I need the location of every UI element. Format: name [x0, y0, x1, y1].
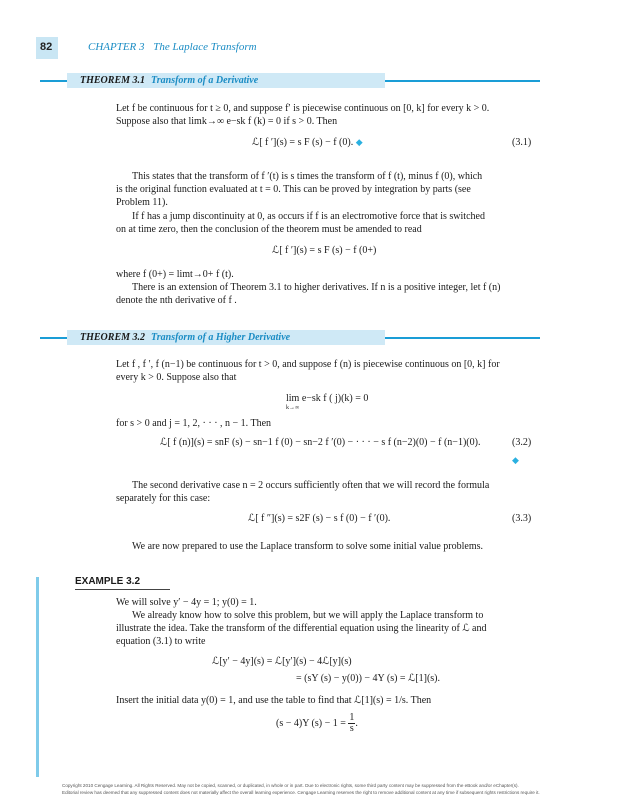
- theorem-3-1-heading: THEOREM 3.1 Transform of a Derivative: [80, 75, 259, 86]
- theorem-3-2-heading: THEOREM 3.2 Transform of a Higher Derivative: [80, 332, 291, 343]
- page-number: 82: [40, 41, 53, 53]
- body-text-line: separately for this case:: [116, 493, 211, 504]
- example-rule: [75, 589, 170, 590]
- limit-condition: lim e−sk f ( j)(k) = 0: [286, 393, 369, 404]
- chapter-number: CHAPTER 3: [88, 41, 145, 53]
- body-text-line: denote the nth derivative of f .: [116, 295, 237, 306]
- body-text-line: There is an extension of Theorem 3.1 to higher derivatives. If n is a positive integer, let f (n): [132, 282, 501, 293]
- equation-jump: ℒ[ f ′](s) = s F (s) − f (0+): [272, 245, 377, 256]
- example-text-line: illustrate the idea. Take the transform of the differential equation using the linearity of ℒ and: [116, 623, 487, 634]
- chapter-title: The Laplace Transform: [153, 41, 257, 53]
- example-text-line: We already know how to solve this problem, but we will apply the Laplace transform to: [132, 610, 484, 621]
- body-text-line: This states that the transform of f ′(t) is s times the transform of f (t), minus f (0), which: [132, 171, 483, 182]
- copyright-line: Copyright 2010 Cengage Learning. All Rights Reserved. May not be copied, scanned, or duplicated, in whole or in part. Due to electronic rights, some third party content may be suppressed from the eBook and/or eChapter(s).: [62, 783, 519, 788]
- example-text-line: Insert the initial data y(0) = 1, and use the table to find that ℒ[1](s) = 1/s. Then: [116, 695, 432, 706]
- running-header: [88, 41, 257, 53]
- body-text-line: The second derivative case n = 2 occurs sufficiently often that we will record the formula: [132, 480, 490, 491]
- theorem-text-line: Let f , f ′, f (n−1) be continuous for t > 0, and suppose f (n) is piecewise continuous on [0, k] for: [116, 359, 500, 370]
- example-heading: EXAMPLE 3.2: [75, 576, 141, 587]
- equation-3-1: ℒ[ f ′](s) = s F (s) − f (0). ◆: [252, 137, 363, 148]
- body-text-line: on at time zero, then the conclusion of the theorem must be amended to read: [116, 224, 422, 235]
- body-text-line: We are now prepared to use the Laplace transform to solve some initial value problems.: [132, 541, 484, 552]
- body-text-line: where f (0+) = limt→0+ f (t).: [116, 269, 234, 280]
- fraction: $\frac{1}{s}$: [349, 712, 355, 734]
- theorem-text-line: Let f be continuous for t ≥ 0, and suppose f′ is piecewise continuous on [0, k] for every k > 0.: [116, 103, 490, 114]
- theorem-text-line: Suppose also that limk→∞ e−sk f (k) = 0 if s > 0. Then: [116, 116, 338, 127]
- copyright-line: Editorial review has deemed that any suppressed content does not materially affect the overall learning experience. Cengage Learning reserves the right to remove additional content at any time if subsequent rights restrictions require it.: [62, 790, 540, 795]
- limit-subscript: k→∞: [286, 405, 300, 411]
- end-theorem-diamond-icon: ◆: [355, 137, 363, 147]
- body-text-line: If f has a jump discontinuity at 0, as occurs if f is an electromotive force that is switched: [132, 211, 485, 222]
- body-text-line: is the original function evaluated at t = 0. This can be proved by integration by parts (see: [116, 184, 471, 195]
- body-text-line: Problem 11).: [116, 197, 168, 208]
- equation-3-2: ℒ[ f (n)](s) = snF (s) − sn−1 f (0) − sn−2 f ′(0) − · · · − s f (n−2)(0) − f (n−1)(0).: [160, 437, 481, 448]
- equation-number: (3.2): [512, 437, 532, 448]
- example-equation-fraction: (s − 4)Y (s) − 1 = $\frac{1}{s}$ .: [276, 712, 358, 734]
- example-equation: ℒ[y′ − 4y](s) = ℒ[y′](s) − 4ℒ[y](s): [212, 656, 352, 667]
- example-sidebar-bar: [36, 577, 39, 777]
- example-text-line: equation (3.1) to write: [116, 636, 206, 647]
- example-equation: = (sY (s) − y(0)) − 4Y (s) = ℒ[1](s).: [296, 673, 440, 684]
- equation-3-3: ℒ[ f ″](s) = s2F (s) − s f (0) − f ′(0).: [248, 513, 391, 524]
- theorem-text-line: for s > 0 and j = 1, 2, · · · , n − 1. Then: [116, 418, 272, 429]
- equation-number: (3.3): [512, 513, 532, 524]
- example-text-line: We will solve y′ − 4y = 1; y(0) = 1.: [116, 597, 257, 608]
- end-theorem-diamond-icon: ◆: [512, 455, 519, 465]
- equation-number: (3.1): [512, 137, 532, 148]
- theorem-text-line: every k > 0. Suppose also that: [116, 372, 237, 383]
